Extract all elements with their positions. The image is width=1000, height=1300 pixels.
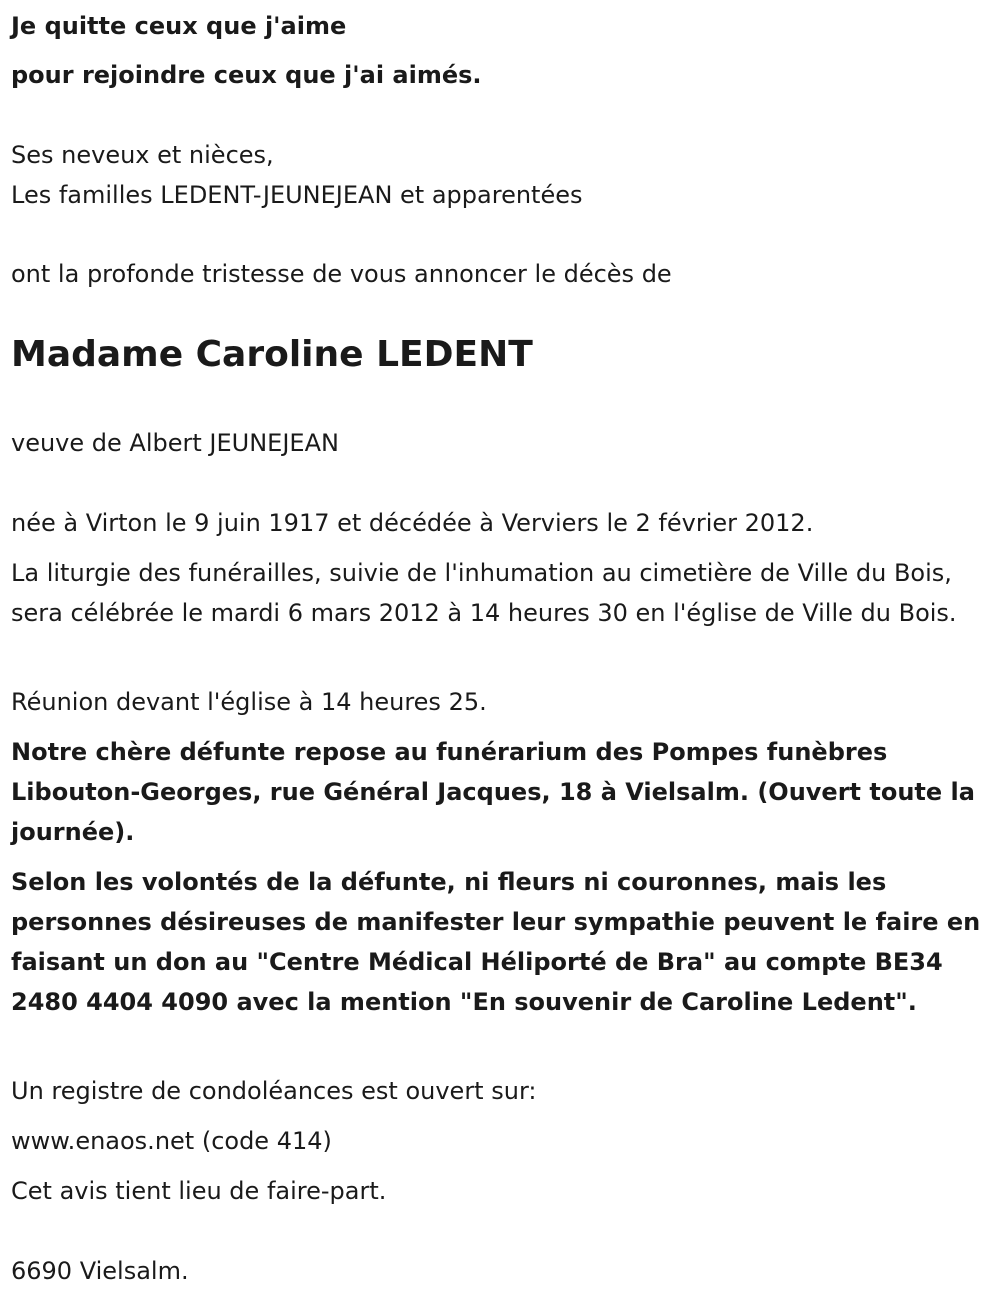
family-line-1: Ses neveux et nièces, xyxy=(11,141,274,169)
location-text: 6690 Vielsalm. xyxy=(11,1257,189,1285)
announcement-text: ont la profonde tristesse de vous annoncer le décès de xyxy=(11,260,672,288)
notice-text: Cet avis tient lieu de faire-part. xyxy=(11,1177,387,1205)
epitaph-line-1: Je quitte ceux que j'aime xyxy=(11,12,347,40)
funerarium-text: Notre chère défunte repose au funérarium des Pompes funèbres Libouton-Georges, rue Général Jacques, 18 à Vielsalm. (Ouvert toute la journée). xyxy=(11,738,975,846)
widow-of-text: veuve de Albert JEUNEJEAN xyxy=(11,429,339,457)
birth-death-text: née à Virton le 9 juin 1917 et décédée à Verviers le 2 février 2012. xyxy=(11,509,814,537)
deceased-name: Madame Caroline LEDENT xyxy=(11,334,533,375)
family-line-2: Les familles LEDENT-JEUNEJEAN et apparentées xyxy=(11,181,583,209)
epitaph-line-2: pour rejoindre ceux que j'ai aimés. xyxy=(11,61,482,89)
condolences-website: www.enaos.net (code 414) xyxy=(11,1127,332,1155)
funeral-liturgy-text: La liturgie des funérailles, suivie de l'inhumation au cimetière de Ville du Bois, sera célébrée le mardi 6 mars 2012 à 14 heures 30 en l'église de Ville du Bois. xyxy=(11,559,957,627)
meeting-text: Réunion devant l'église à 14 heures 25. xyxy=(11,688,487,716)
wishes-text: Selon les volontés de la défunte, ni fleurs ni couronnes, mais les personnes désireuses de manifester leur sympathie peuvent le faire en faisant un don au "Centre Médical Héliporté de Bra" au compte BE34 2480 4404 4090 avec la mention "En souvenir de Caroline Ledent". xyxy=(11,868,981,1016)
condolences-intro: Un registre de condoléances est ouvert sur: xyxy=(11,1077,537,1105)
